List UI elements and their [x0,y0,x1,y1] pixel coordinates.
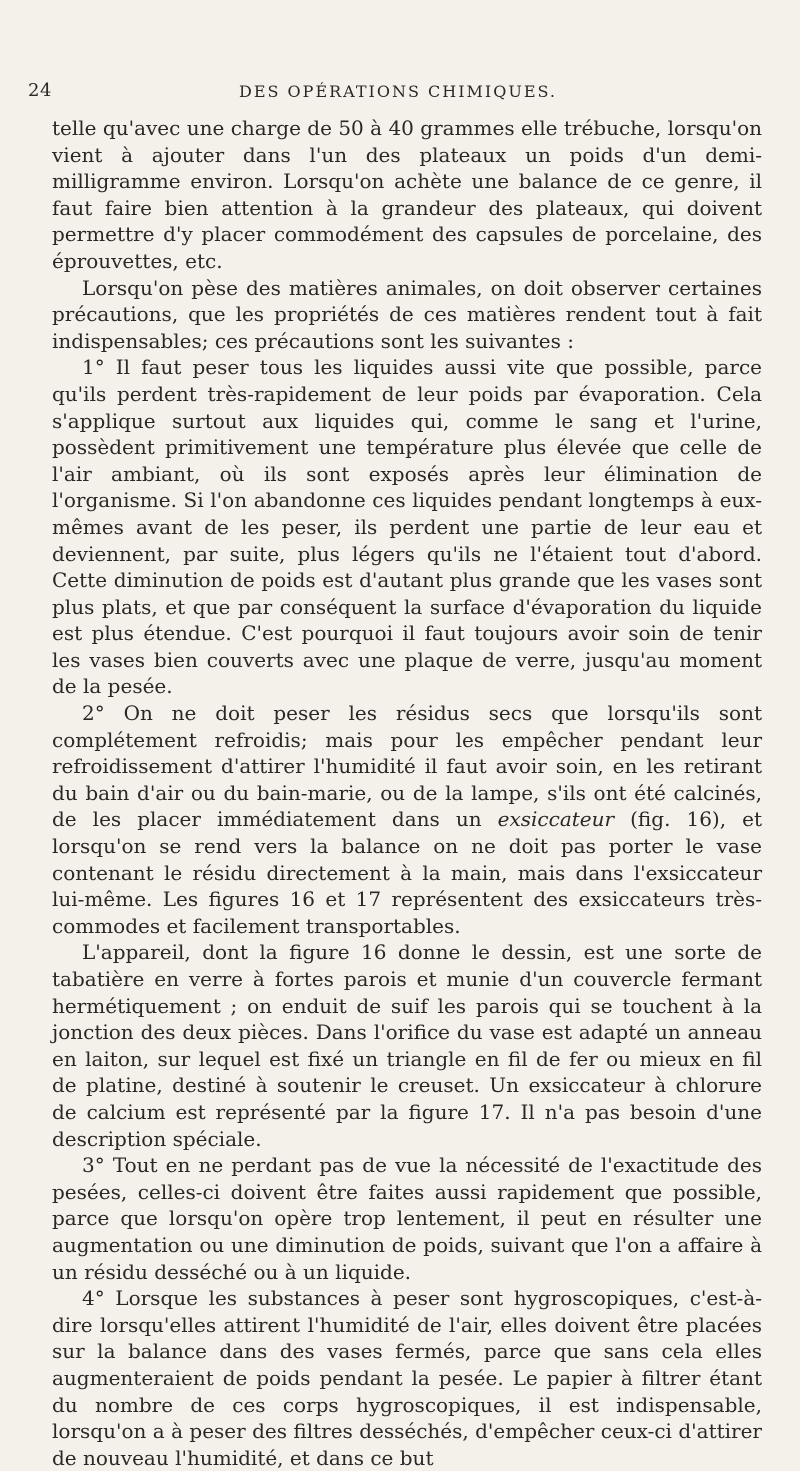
paragraph-text: 2° On ne doit peser les résidus secs que lorsqu'ils sont complétement refroidis; mais pour les empêcher pendant leur refroidissement d'attirer l'humidité il faut avoir soin, en les retirant du bain d'air ou du bain-marie, ou de la lampe, s'ils ont été calcinés, de les placer immédiatement dans un [52,701,762,832]
paragraph: 1° Il faut peser tous les liquides aussi vite que possible, parce qu'ils perdent très-rapidement de leur poids par évaporation. Cela s'applique surtout aux liquides qui, comme le sang et l'urine, possèdent primitivement une température plus élevée que celle de l'air ambiant, où ils sont exposés après leur élimination de l'organisme. Si l'on abandonne ces liquides pendant longtemps à eux-mêmes avant de les peser, ils perdent une partie de leur eau et deviennent, par suite, plus légers qu'ils ne l'étaient tout d'abord. Cette diminution de poids est d'autant plus grande que les vases sont plus plats, et que par conséquent la surface d'évaporation du liquide est plus étendue. C'est pourquoi il faut toujours avoir soin de tenir les vases bien couverts avec une plaque de verre, jusqu'au moment de la pesée. [52,355,762,699]
paragraph-text: (fig. 16), et lorsqu'on se rend vers la balance on ne doit pas porter le vase contenant le résidu directement à la main, mais dans l'exsiccateur lui-même. Les figures 16 et 17 représentent des exsiccateurs très-commodes et facilement transportables. [52,807,763,938]
paragraph: telle qu'avec une charge de 50 à 40 grammes elle trébuche, lorsqu'on vient à ajouter dans l'un des plateaux un poids d'un demi-milligramme environ. Lorsqu'on achète une balance de ce genre, il faut faire bien attention à la grandeur des plateaux, qui doivent permettre d'y placer commodément des capsules de porcelaine, des éprouvettes, etc. [52,116,762,273]
paragraph: Lorsqu'on pèse des matières animales, on doit observer certaines précautions, que les propriétés de ces matières rendent tout à fait indispensables; ces précautions sont les suivantes : [52,275,762,353]
paragraph: 4° Lorsque les substances à peser sont hygroscopiques, c'est-à-dire lorsqu'elles attirent l'humidité de l'air, elles doivent être placées sur la balance dans des vases fermés, parce que sans cela elles augmenteraient de poids pendant la pesée. Le papier à filtrer étant du nombre de ces corps hygroscopiques, il est indispensable, lorsqu'on a à peser des filtres desséchés, d'empêcher ceux-ci d'attirer de nouveau l'humidité, et dans ce but [52,1286,762,1470]
page-number: 24 [28,80,52,101]
italic-term: exsiccateur [497,807,615,832]
page-header [28,80,768,110]
paragraph: L'appareil, dont la figure 16 donne le dessin, est une sorte de tabatière en verre à fortes parois et munie d'un couvercle fermant hermétiquement ; on enduit de suif les parois qui se touchent à la jonction des deux pièces. Dans l'orifice du vase est adapté un anneau en laiton, sur lequel est fixé un triangle en fil de fer ou mieux en fil de platine, destiné à soutenir le creuset. Un exsiccateur à chlorure de calcium est représenté par la figure 17. Il n'a pas besoin d'une description spéciale. [52,940,762,1151]
running-title: DES OPÉRATIONS CHIMIQUES. [239,82,557,101]
paragraph [52,700,762,939]
page-body [52,115,762,1471]
paragraph: 3° Tout en ne perdant pas de vue la nécessité de l'exactitude des pesées, celles-ci doivent être faites aussi rapidement que possible, parce que lorsqu'on opère trop lentement, il peut en résulter une augmentation ou une diminution de poids, suivant que l'on a affaire à un résidu desséché ou à un liquide. [52,1153,762,1284]
